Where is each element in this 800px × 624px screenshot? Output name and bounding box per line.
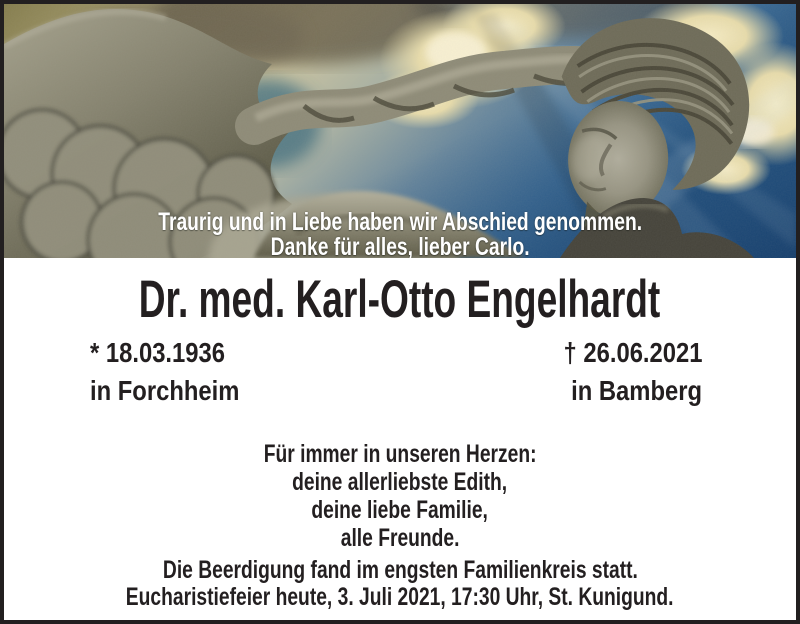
overlay-line-2: Danke für alles, lieber Carlo.	[270, 233, 530, 258]
funeral-line: Eucharistiefeier heute, 3. Juli 2021, 17:30 Uhr, St. Kunigund.	[126, 583, 674, 611]
birth-date: * 18.03.1936	[90, 337, 225, 368]
memorial-line: deine allerliebste Edith,	[292, 468, 508, 496]
photo-overlay-text	[4, 210, 796, 258]
death-date: † 26.06.2021	[563, 337, 702, 368]
birth-column	[90, 334, 266, 410]
photo-header	[4, 4, 796, 258]
funeral-line: Die Beerdigung fand im engsten Familienkreis statt.	[162, 556, 638, 584]
memorial-line: alle Freunde.	[340, 524, 460, 552]
death-column	[539, 334, 703, 410]
memorial-verse	[4, 440, 796, 552]
overlay-line-1: Traurig und in Liebe haben wir Abschied genommen.	[158, 208, 642, 236]
death-place: in Bamberg	[571, 375, 702, 406]
funeral-info	[4, 557, 796, 611]
birth-place: in Forchheim	[90, 375, 240, 406]
memorial-line: deine liebe Familie,	[311, 496, 489, 524]
memorial-line: Für immer in unseren Herzen:	[263, 440, 537, 468]
birth-death-dates	[90, 334, 702, 410]
deceased-name: Dr. med. Karl-Otto Engelhardt	[139, 270, 661, 329]
deceased-name-heading	[4, 270, 796, 329]
